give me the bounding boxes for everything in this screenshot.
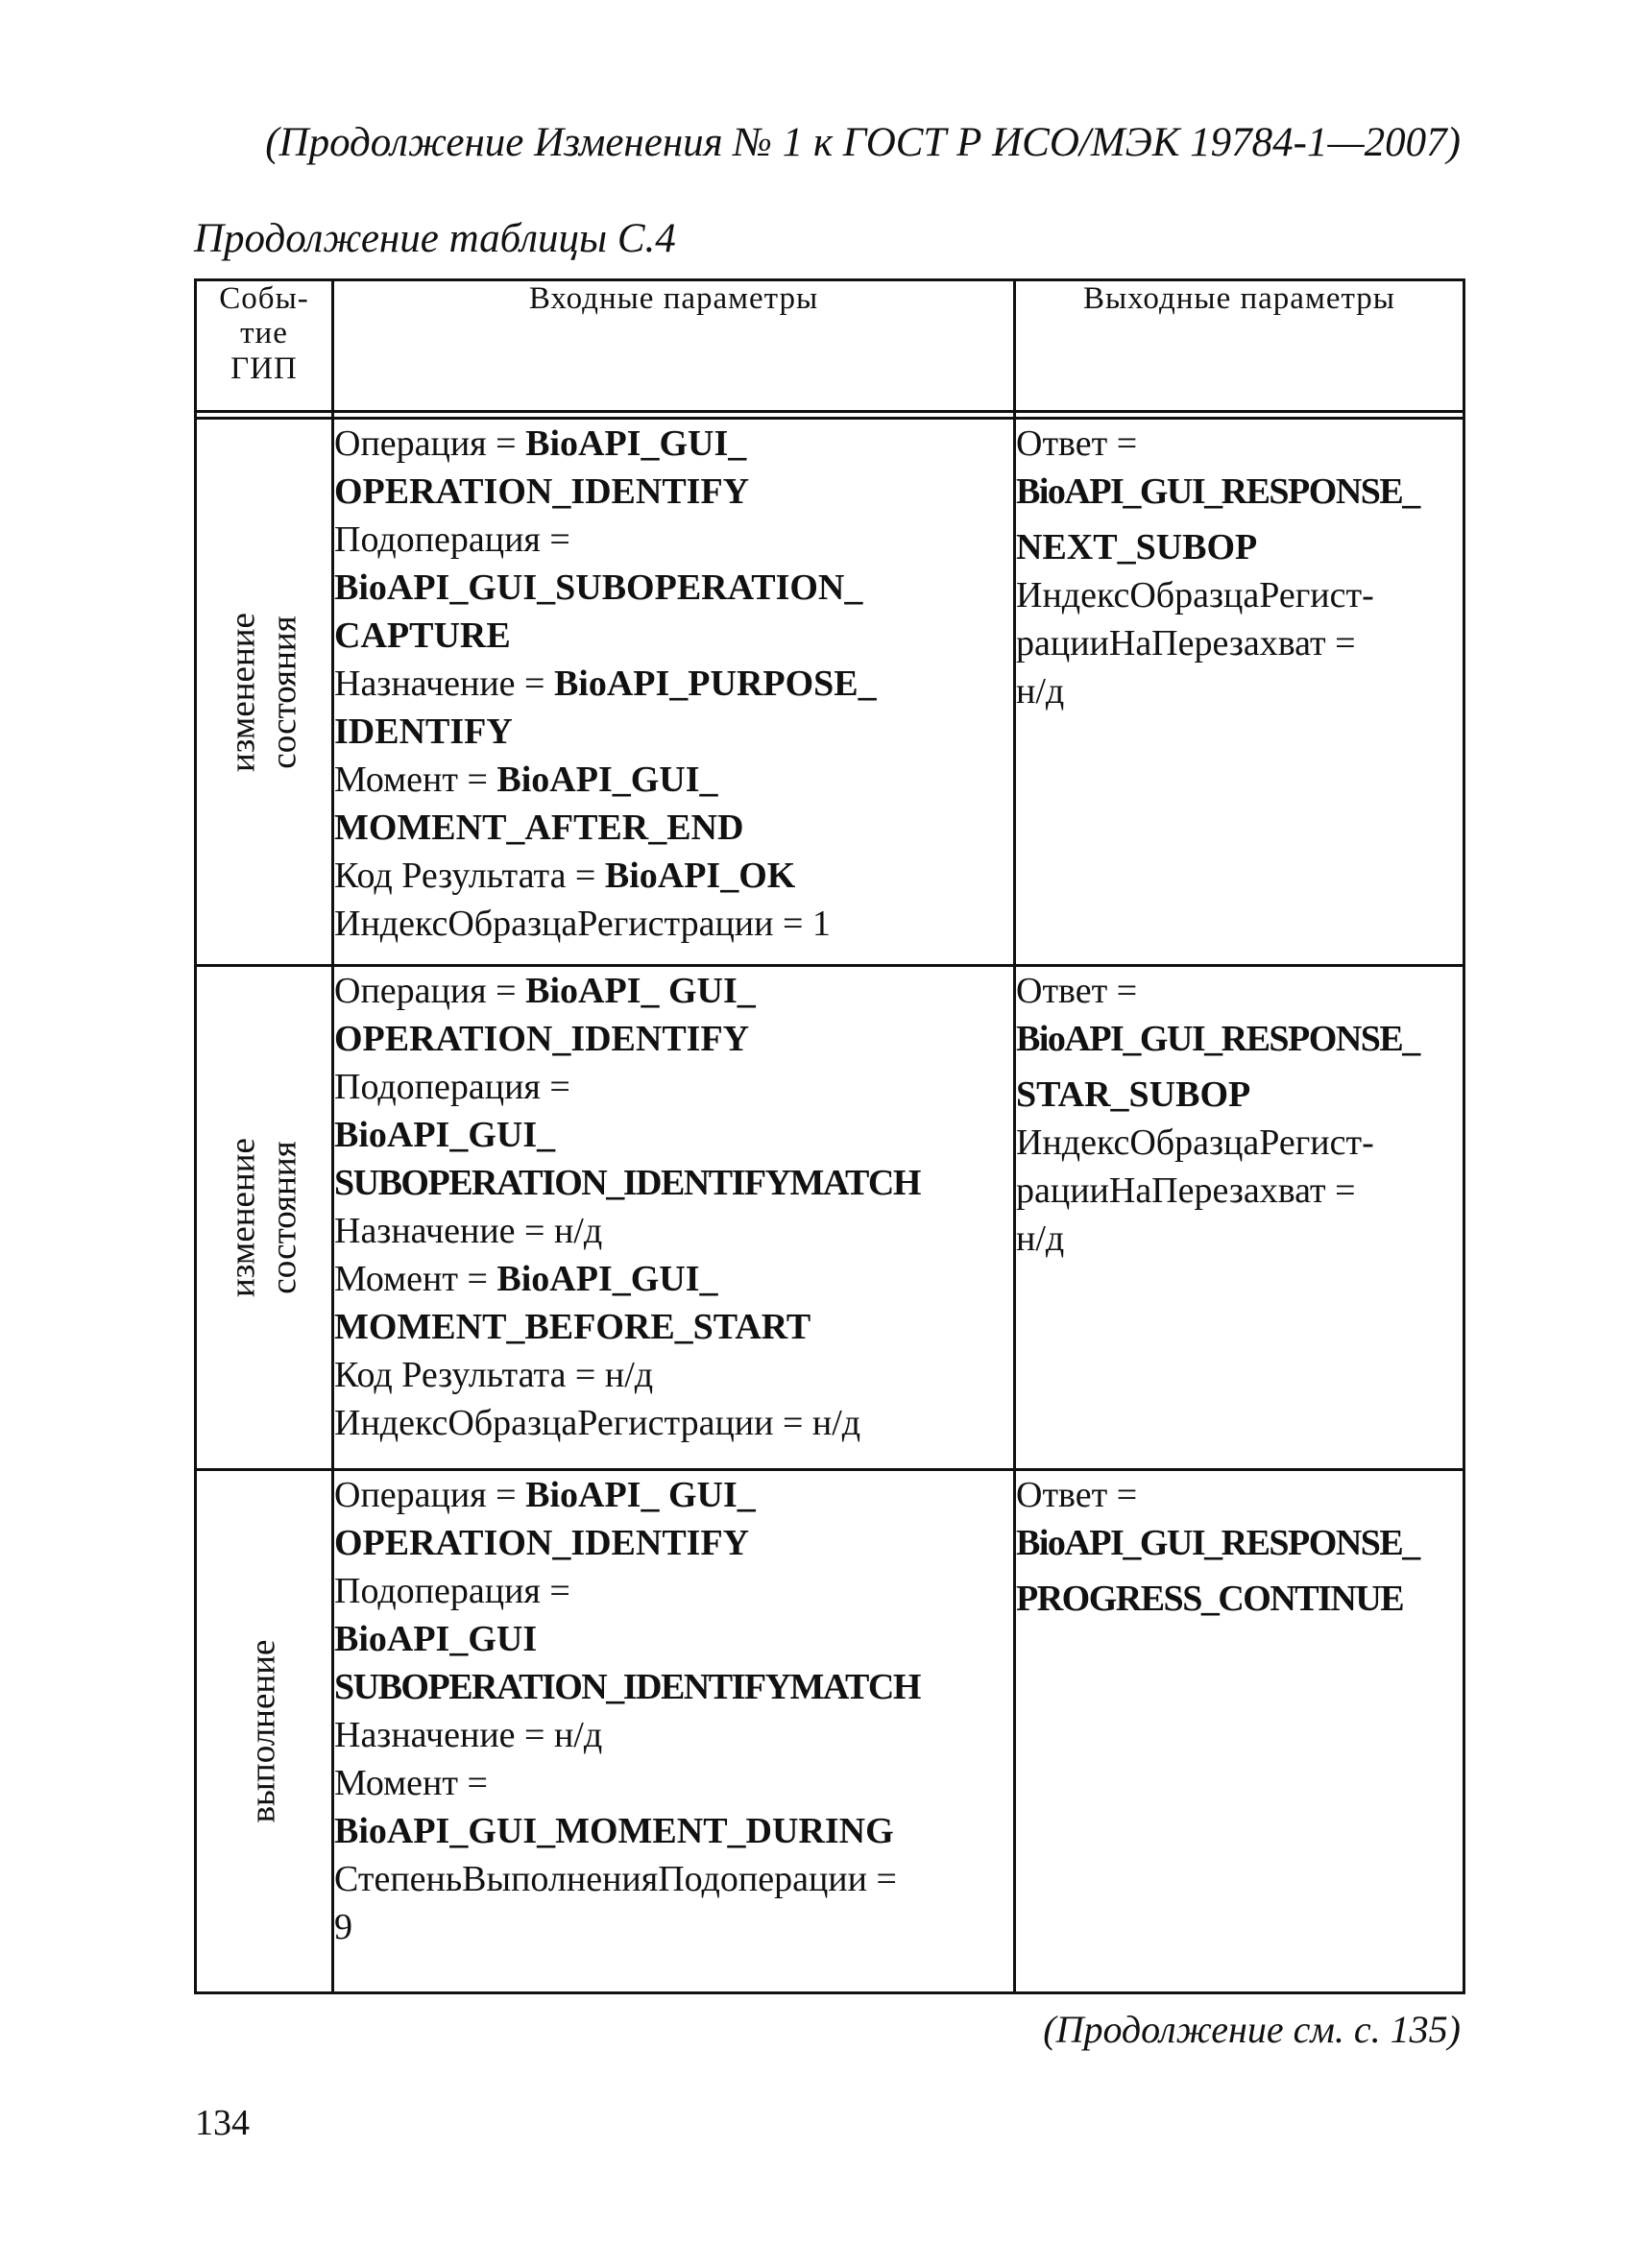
column-header-event (196, 280, 333, 412)
table-row (196, 1470, 1464, 1993)
param-line: ИндексОбразцаРегистрации = н/д (334, 1403, 861, 1443)
event-cell (196, 1470, 333, 1993)
param-line: OPERATION_IDENTIFY (334, 471, 750, 512)
param-line: OPERATION_IDENTIFY (334, 1019, 750, 1059)
events-table (194, 278, 1465, 1994)
param-line: BioAPI_GUI_ (334, 1115, 556, 1155)
output-params-cell (1015, 419, 1464, 966)
param-line: BioAPI_GUI_MOMENT_DURING (334, 1811, 894, 1851)
param-line: СтепеньВыполненияПодоперации = (334, 1859, 897, 1899)
param-line: MOMENT_AFTER_END (334, 808, 744, 848)
param-line: Код Результата = BioAPI_OK (334, 856, 796, 896)
param-line: BioAPI_GUI (334, 1619, 538, 1659)
param-line: Подоперация = (334, 1571, 570, 1611)
param-line: рацииНаПерезахват = (1016, 1170, 1356, 1211)
event-label: изменение состояния (223, 1138, 303, 1297)
column-header-event-line: тие (240, 316, 288, 351)
param-line: рацииНаПерезахват = (1016, 623, 1356, 664)
param-line: IDENTIFY (334, 712, 513, 752)
param-line: BioAPI_GUI_SUBOPERATION_ (334, 567, 863, 608)
continuation-note: (Продолжение см. с. 135) (1043, 2008, 1461, 2051)
param-line: NEXT_SUBOP (1016, 527, 1258, 567)
param-line: Момент = BioAPI_GUI_ (334, 760, 718, 800)
param-line: Подоперация = (334, 1067, 570, 1107)
param-line: BioAPI_GUI_RESPONSE_ (1016, 471, 1419, 512)
input-params-cell (333, 966, 1015, 1470)
param-line: Подоперация = (334, 519, 570, 560)
param-line: Ответ = (1016, 1475, 1138, 1515)
param-line: Момент = (334, 1763, 488, 1803)
param-line: BioAPI_GUI_RESPONSE_ (1016, 1019, 1419, 1059)
output-params-cell (1015, 1470, 1464, 1993)
column-header-output: Выходные параметры (1015, 280, 1464, 412)
param-line: Операция = BioAPI_ GUI_ (334, 971, 756, 1011)
table-header-row (196, 280, 1464, 412)
table-row (196, 966, 1464, 1470)
param-line: PROGRESS_CONTINUE (1016, 1579, 1404, 1619)
param-line: Операция = BioAPI_GUI_ (334, 423, 747, 464)
param-line: CAPTURE (334, 615, 511, 656)
table-caption: Продолжение таблицы С.4 (194, 216, 676, 261)
param-line: Назначение = н/д (334, 1211, 603, 1251)
param-line: Момент = BioAPI_GUI_ (334, 1259, 718, 1299)
input-params-cell (333, 419, 1015, 966)
page-number: 134 (195, 2103, 250, 2143)
event-label: выполнение (243, 1639, 283, 1823)
param-line: Назначение = н/д (334, 1715, 603, 1755)
column-header-event-line: Собы- (219, 281, 309, 316)
event-cell (196, 419, 333, 966)
param-line: OPERATION_IDENTIFY (334, 1523, 750, 1563)
input-params-cell (333, 1470, 1015, 1993)
param-line: н/д (1016, 671, 1065, 712)
table-row (196, 419, 1464, 966)
param-line: Код Результата = н/д (334, 1355, 654, 1395)
output-params-cell (1015, 966, 1464, 1470)
param-line: н/д (1016, 1218, 1065, 1259)
param-line: MOMENT_BEFORE_START (334, 1307, 811, 1347)
event-cell (196, 966, 333, 1470)
column-header-event-line: ГИП (230, 350, 298, 386)
param-line: ИндексОбразцаРегист- (1016, 1122, 1374, 1163)
param-line: ИндексОбразцаРегистрации = 1 (334, 904, 831, 944)
param-line: 9 (334, 1907, 352, 1947)
column-header-input: Входные параметры (333, 280, 1015, 412)
param-line: SUBOPERATION_IDENTIFYMATCH (334, 1667, 920, 1707)
param-line: Назначение = BioAPI_PURPOSE_ (334, 664, 877, 704)
event-label: изменение состояния (223, 612, 303, 772)
param-line: STAR_SUBOP (1016, 1074, 1251, 1115)
param-line: ИндексОбразцаРегист- (1016, 575, 1374, 615)
param-line: Ответ = (1016, 971, 1138, 1011)
param-line: Операция = BioAPI_ GUI_ (334, 1475, 756, 1515)
document-header: (Продолжение Изменения № 1 к ГОСТ Р ИСО/МЭК 19784-1—2007) (265, 120, 1461, 165)
header-separator (196, 412, 1464, 419)
param-line: SUBOPERATION_IDENTIFYMATCH (334, 1163, 920, 1203)
param-line: BioAPI_GUI_RESPONSE_ (1016, 1523, 1419, 1563)
param-line: Ответ = (1016, 423, 1138, 464)
